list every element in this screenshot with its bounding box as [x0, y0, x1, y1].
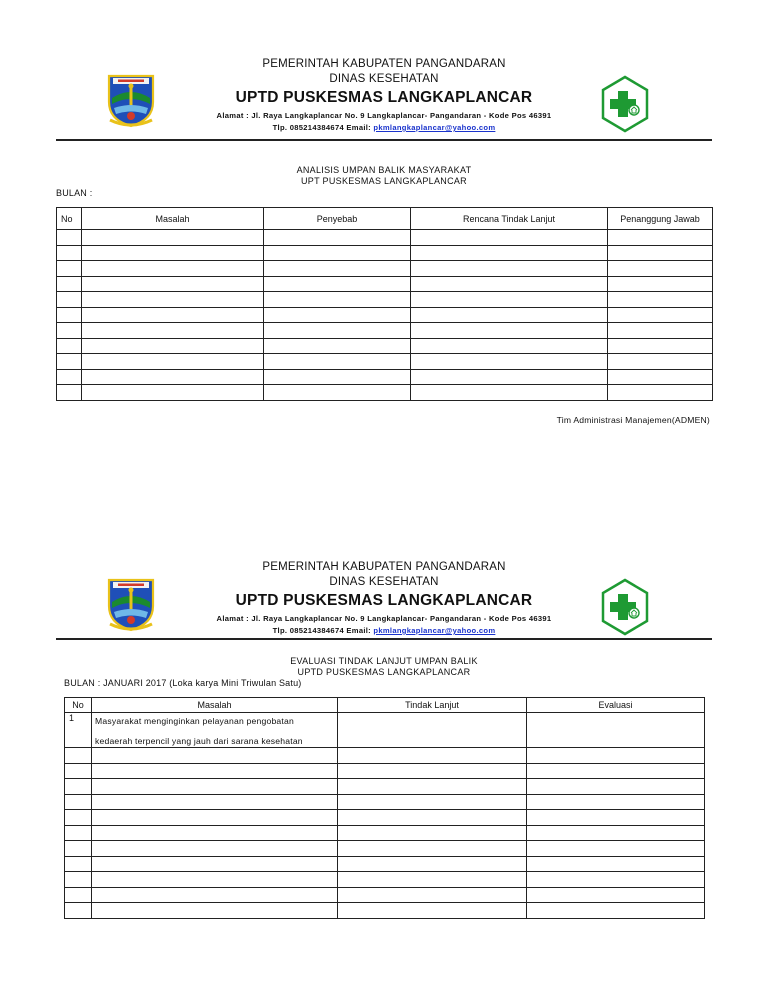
form1-empty-cell[interactable] [411, 276, 608, 292]
form2-empty-cell[interactable] [338, 763, 527, 779]
form2-empty-cell[interactable] [92, 825, 338, 841]
form2-empty-cell[interactable] [92, 779, 338, 795]
contact-line [0, 123, 768, 132]
form2-empty-cell[interactable] [338, 810, 527, 826]
form1-empty-cell[interactable] [82, 385, 264, 401]
form1-empty-cell[interactable] [608, 230, 713, 246]
form2-empty-cell[interactable] [65, 779, 92, 795]
form1-empty-row [57, 245, 713, 261]
form1-empty-row [57, 307, 713, 323]
form2-empty-cell[interactable] [65, 903, 92, 919]
form1-empty-cell[interactable] [82, 292, 264, 308]
form2-empty-cell[interactable] [338, 872, 527, 888]
form1-empty-cell[interactable] [608, 354, 713, 370]
form1-bulan: BULAN : [56, 188, 93, 198]
form1-col-rencana: Rencana Tindak Lanjut [411, 208, 608, 230]
form1-empty-cell[interactable] [82, 323, 264, 339]
form2-empty-cell[interactable] [92, 794, 338, 810]
form2-empty-row [65, 856, 705, 872]
form1-empty-cell[interactable] [264, 245, 411, 261]
form1-empty-cell[interactable] [264, 385, 411, 401]
contact-line [0, 626, 768, 635]
form1-col-penanggung: Penanggung Jawab [608, 208, 713, 230]
form1-empty-cell[interactable] [608, 276, 713, 292]
form1-table [56, 207, 713, 401]
form1-empty-cell[interactable] [82, 338, 264, 354]
form2-row-1-masalah [92, 713, 338, 748]
form2-empty-cell[interactable] [92, 810, 338, 826]
phone-text: Tlp. 085214384674 Email: [272, 123, 374, 132]
form1-empty-cell[interactable] [57, 292, 82, 308]
form1-empty-cell[interactable] [411, 323, 608, 339]
form2-empty-cell[interactable] [527, 748, 705, 764]
form1-empty-cell[interactable] [608, 245, 713, 261]
form2-row-1-evaluasi[interactable] [527, 713, 705, 748]
form1-header-row [57, 208, 713, 230]
form2-col-tindak-lanjut: Tindak Lanjut [338, 698, 527, 713]
form2-empty-cell[interactable] [92, 903, 338, 919]
form1-empty-cell[interactable] [411, 230, 608, 246]
form1-empty-cell[interactable] [57, 338, 82, 354]
form2-empty-cell[interactable] [527, 794, 705, 810]
form2-empty-cell[interactable] [65, 763, 92, 779]
form1-col-masalah: Masalah [82, 208, 264, 230]
government-name: PEMERINTAH KABUPATEN PANGANDARAN [262, 561, 506, 573]
form1-empty-cell[interactable] [264, 276, 411, 292]
form1-empty-row [57, 323, 713, 339]
form2-empty-row [65, 825, 705, 841]
form2-col-evaluasi: Evaluasi [527, 698, 705, 713]
form1-empty-cell[interactable] [82, 369, 264, 385]
form1-empty-cell[interactable] [264, 292, 411, 308]
form1-empty-cell[interactable] [82, 230, 264, 246]
letterhead-divider [56, 139, 712, 141]
form2-empty-cell[interactable] [65, 748, 92, 764]
government-name: PEMERINTAH KABUPATEN PANGANDARAN [262, 58, 506, 70]
form1-empty-cell[interactable] [264, 307, 411, 323]
form1-empty-cell[interactable] [411, 307, 608, 323]
form1-signature: Tim Administrasi Manajemen(ADMEN) [556, 415, 710, 425]
form2-empty-cell[interactable] [92, 887, 338, 903]
form2-empty-cell[interactable] [65, 841, 92, 857]
form2-col-no: No [65, 698, 92, 713]
department-name: DINAS KESEHATAN [329, 73, 439, 85]
form1-empty-cell[interactable] [411, 292, 608, 308]
form1-empty-cell[interactable] [264, 323, 411, 339]
form1-empty-row [57, 385, 713, 401]
form2-header-row [65, 698, 705, 713]
form1-empty-cell[interactable] [57, 369, 82, 385]
form2-empty-cell[interactable] [65, 856, 92, 872]
form2-empty-cell[interactable] [527, 841, 705, 857]
form2-empty-row [65, 763, 705, 779]
form2-empty-cell[interactable] [65, 887, 92, 903]
form1-empty-cell[interactable] [264, 354, 411, 370]
form1-empty-row [57, 338, 713, 354]
form1-empty-cell[interactable] [411, 338, 608, 354]
form2-bulan: BULAN : JANUARI 2017 (Loka karya Mini Triwulan Satu) [64, 678, 302, 688]
form1-empty-cell[interactable] [608, 369, 713, 385]
form1-empty-row [57, 369, 713, 385]
form1-empty-cell[interactable] [264, 369, 411, 385]
form2-empty-row [65, 779, 705, 795]
form1-empty-cell[interactable] [608, 307, 713, 323]
form2-empty-cell[interactable] [527, 810, 705, 826]
form1-empty-cell[interactable] [411, 369, 608, 385]
form1-empty-cell[interactable] [82, 245, 264, 261]
form1-empty-cell[interactable] [411, 354, 608, 370]
unit-name: UPTD PUSKESMAS LANGKAPLANCAR [235, 89, 533, 106]
form2-empty-cell[interactable] [527, 779, 705, 795]
form1-empty-cell[interactable] [57, 276, 82, 292]
form2-empty-row [65, 887, 705, 903]
form1-empty-cell[interactable] [608, 338, 713, 354]
form1-empty-cell[interactable] [608, 385, 713, 401]
form2-table [64, 697, 705, 919]
form1-empty-cell[interactable] [82, 307, 264, 323]
address-line: Alamat : Jl. Raya Langkaplancar No. 9 Langkaplancar- Pangandaran - Kode Pos 46391 [216, 614, 552, 623]
form2-row-1-tindak-lanjut[interactable] [338, 713, 527, 748]
form2-empty-cell[interactable] [92, 872, 338, 888]
form1-empty-cell[interactable] [82, 276, 264, 292]
form2-empty-cell[interactable] [65, 825, 92, 841]
form2-empty-cell[interactable] [527, 825, 705, 841]
form1-empty-cell[interactable] [57, 245, 82, 261]
form2-empty-row [65, 841, 705, 857]
form1-col-no: No [57, 208, 82, 230]
form2-empty-cell[interactable] [338, 779, 527, 795]
email-link[interactable]: pkmlangkaplancar@yahoo.com [373, 123, 496, 132]
form1-empty-row [57, 230, 713, 246]
form2-empty-row [65, 748, 705, 764]
form1-empty-cell[interactable] [264, 338, 411, 354]
form2-row-1-no: 1 [65, 713, 92, 748]
form2-row-1-masalah-line1: Masyarakat menginginkan pelayanan pengobatan [95, 716, 294, 726]
form1-empty-cell[interactable] [264, 230, 411, 246]
form2-col-masalah: Masalah [92, 698, 338, 713]
phone-text: Tlp. 085214384674 Email: [272, 626, 374, 635]
form2-empty-cell[interactable] [527, 763, 705, 779]
form1-empty-cell[interactable] [57, 354, 82, 370]
form1-empty-row [57, 276, 713, 292]
email-link[interactable]: pkmlangkaplancar@yahoo.com [373, 626, 496, 635]
address-line: Alamat : Jl. Raya Langkaplancar No. 9 Langkaplancar- Pangandaran - Kode Pos 46391 [216, 111, 552, 120]
form2-title-line2: UPTD PUSKESMAS LANGKAPLANCAR [297, 667, 471, 677]
form1-empty-cell[interactable] [57, 385, 82, 401]
form2-empty-cell[interactable] [65, 872, 92, 888]
form2-empty-cell[interactable] [338, 825, 527, 841]
form2-row-1 [65, 713, 705, 748]
form2-title-line1: EVALUASI TINDAK LANJUT UMPAN BALIK [290, 656, 478, 666]
form2-empty-cell[interactable] [338, 887, 527, 903]
department-name: DINAS KESEHATAN [329, 576, 439, 588]
form1-empty-cell[interactable] [411, 261, 608, 277]
form2-empty-cell[interactable] [65, 794, 92, 810]
form2-empty-cell[interactable] [65, 810, 92, 826]
form2-empty-cell[interactable] [92, 841, 338, 857]
form2-empty-cell[interactable] [527, 872, 705, 888]
form1-title-line1: ANALISIS UMPAN BALIK MASYARAKAT [296, 165, 472, 175]
form2-empty-cell[interactable] [92, 763, 338, 779]
form2-row-1-masalah-line2: kedaerah terpencil yang jauh dari sarana kesehatan [95, 736, 303, 746]
form1-title-line2: UPT PUSKESMAS LANGKAPLANCAR [301, 176, 467, 186]
form1-empty-cell[interactable] [608, 292, 713, 308]
form2-empty-row [65, 903, 705, 919]
form1-empty-cell[interactable] [264, 261, 411, 277]
form2-empty-cell[interactable] [338, 856, 527, 872]
unit-name: UPTD PUSKESMAS LANGKAPLANCAR [235, 592, 533, 609]
form2-empty-cell[interactable] [527, 887, 705, 903]
form1-empty-cell[interactable] [57, 230, 82, 246]
form2-empty-cell[interactable] [338, 794, 527, 810]
form2-empty-cell[interactable] [92, 748, 338, 764]
form2-empty-cell[interactable] [92, 856, 338, 872]
letterhead-divider [56, 638, 712, 640]
form1-empty-cell[interactable] [411, 245, 608, 261]
form1-empty-cell[interactable] [57, 307, 82, 323]
form2-empty-row [65, 872, 705, 888]
form1-empty-row [57, 261, 713, 277]
form1-empty-cell[interactable] [57, 323, 82, 339]
form2-empty-row [65, 794, 705, 810]
form1-empty-cell[interactable] [82, 354, 264, 370]
form2-empty-cell[interactable] [527, 903, 705, 919]
form2-empty-cell[interactable] [527, 856, 705, 872]
form1-empty-cell[interactable] [411, 385, 608, 401]
form1-empty-row [57, 354, 713, 370]
form1-col-penyebab: Penyebab [264, 208, 411, 230]
form1-empty-cell[interactable] [608, 261, 713, 277]
form1-empty-cell[interactable] [57, 261, 82, 277]
form2-empty-cell[interactable] [338, 841, 527, 857]
form2-empty-row [65, 810, 705, 826]
form1-empty-row [57, 292, 713, 308]
form1-empty-cell[interactable] [82, 261, 264, 277]
form2-empty-cell[interactable] [338, 748, 527, 764]
form2-empty-cell[interactable] [338, 903, 527, 919]
form1-empty-cell[interactable] [608, 323, 713, 339]
